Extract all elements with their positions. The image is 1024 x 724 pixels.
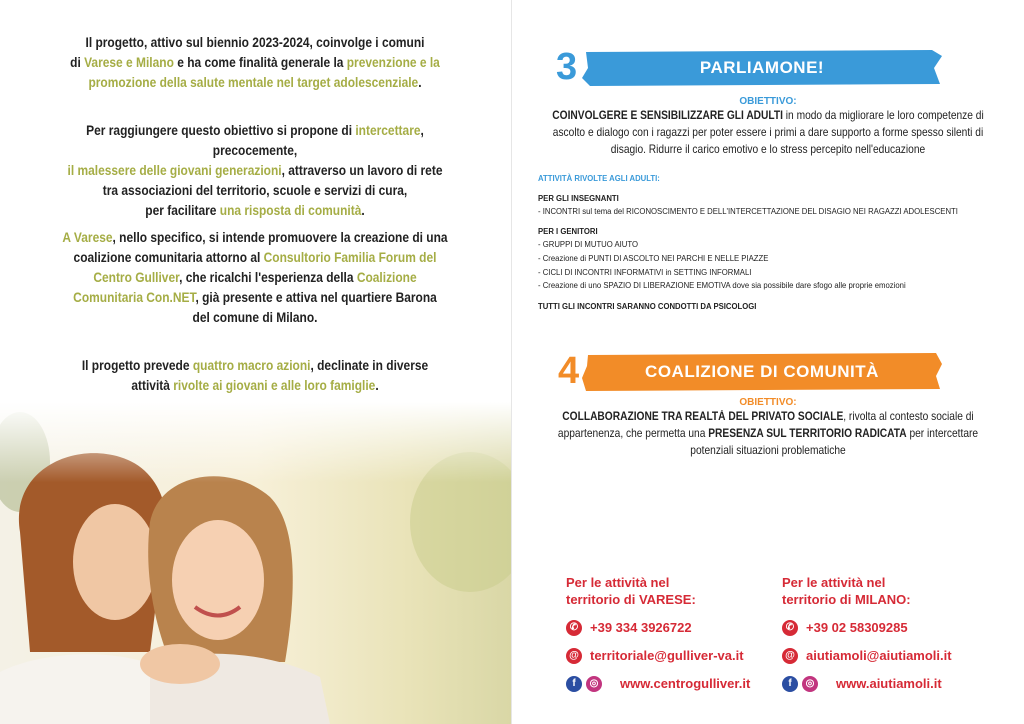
list-item: - CICLI DI INCONTRI INFORMATIVI in SETTING INFORMALI (538, 266, 752, 277)
email-link[interactable]: territoriale@gulliver-va.it (590, 648, 744, 663)
teachers-label: PER GLI INSEGNANTI (538, 192, 619, 203)
section-4-objective-label: OBIETTIVO: (739, 397, 797, 408)
web-row (566, 674, 776, 696)
facebook-icon[interactable]: f (566, 676, 582, 692)
list-item: - INCONTRI sul tema del RICONOSCIMENTO E DELL'INTERCETTAZIONE DEL DISAGIO NEI RAGAZZI ADOLESCENTI (538, 206, 958, 217)
phone-link[interactable]: +39 334 3926722 (590, 620, 692, 635)
email-row (566, 646, 776, 668)
left-panel (0, 0, 511, 724)
list-item: - Creazione di PUNTI DI ASCOLTO NEI PARCHI E NELLE PIAZZE (538, 252, 769, 263)
email-icon: @ (782, 648, 798, 664)
phone-link[interactable]: +39 02 58309285 (806, 620, 908, 635)
web-row (782, 674, 992, 696)
website-link[interactable]: www.aiutiamoli.it (836, 676, 942, 691)
activities-title: ATTIVITÀ RIVOLTE AGLI ADULTI: (538, 173, 660, 183)
section-3-banner (582, 48, 942, 88)
section-3-number: 3 (556, 46, 578, 88)
section-3-objective-text: COINVOLGERE E SENSIBILIZZARE GLI ADULTI in modo da migliorare le loro competenze di ascolto e dialogo con i ragazzi per poter essere i primi a dare supporto a forme spesso silenti di disagio. Ridurre il carico emotivo e lo stress percepito nell'educazione (552, 109, 984, 156)
right-panel (512, 0, 1024, 724)
activities-closing: TUTTI GLI INCONTRI SARANNO CONDOTTI DA PSICOLOGI (538, 300, 757, 311)
contact-varese (566, 574, 776, 696)
instagram-icon[interactable]: ◎ (586, 676, 602, 692)
section-3-objective-label: OBIETTIVO: (739, 96, 797, 107)
actions-paragraph: Il progetto prevede quattro macro azioni, declinate in diverse attività rivolte ai giovani e alle loro famiglie. (81, 358, 429, 393)
section-3-title: PARLIAMONE! (699, 58, 825, 77)
phone-icon: ✆ (782, 620, 798, 636)
phone-icon: ✆ (566, 620, 582, 636)
email-row (782, 646, 992, 668)
varese-paragraph: A Varese, nello specifico, si intende promuovere la creazione di una coalizione comunitaria attorno al Consultorio Familia Forum del Centro Gulliver, che ricalchi l'esperienza della Coalizione Comunitaria Con.NET, già presente e attiva nel quartiere Barona del comune di Milano. (62, 230, 448, 325)
section-4-title: COALIZIONE DI COMUNITÀ (645, 362, 879, 381)
contact-milano-heading: Per le attività nel territorio di MILANO: (782, 575, 911, 607)
parents-label: PER I GENITORI (538, 225, 598, 236)
section-4-number: 4 (558, 350, 580, 392)
contact-varese-heading: Per le attività nel territorio di VARESE: (566, 575, 696, 607)
phone-row (782, 618, 992, 640)
website-link[interactable]: www.centrogulliver.it (620, 676, 751, 691)
phone-row (566, 618, 776, 640)
facebook-icon[interactable]: f (782, 676, 798, 692)
mother-daughter-photo (0, 402, 511, 724)
list-item: - Creazione di uno SPAZIO DI LIBERAZIONE EMOTIVA dove sia possibile dare sfogo alle proprie emozioni (538, 280, 906, 291)
instagram-icon[interactable]: ◎ (802, 676, 818, 692)
goal-paragraph: Per raggiungere questo obiettivo si propone di intercettare, precocemente, il malessere delle giovani generazioni, attraverso un lavoro di rete tra associazioni del territorio, scuole e servizi di cura, per facilitare una risposta di comunità. (67, 123, 443, 218)
email-icon: @ (566, 648, 582, 664)
intro-paragraph: Il progetto, attivo sul biennio 2023-2024, coinvolge i comuni di Varese e Milano e ha come finalità generale la prevenzione e la promozione della salute mentale nel target adolescenziale. (70, 35, 440, 90)
section-4-banner (582, 352, 942, 392)
email-link[interactable]: aiutiamoli@aiutiamoli.it (806, 648, 952, 663)
section-4-objective-text: COLLABORAZIONE TRA REALTÀ DEL PRIVATO SOCIALE, rivolta al contesto sociale di appartenenza, che permetta una PRESENZA SUL TERRITORIO RADICATA per intercettare potenziali situazioni problematiche (557, 410, 979, 457)
activities-list (538, 172, 961, 313)
list-item: - GRUPPI DI MUTUO AIUTO (538, 239, 638, 250)
contact-milano (782, 574, 992, 696)
